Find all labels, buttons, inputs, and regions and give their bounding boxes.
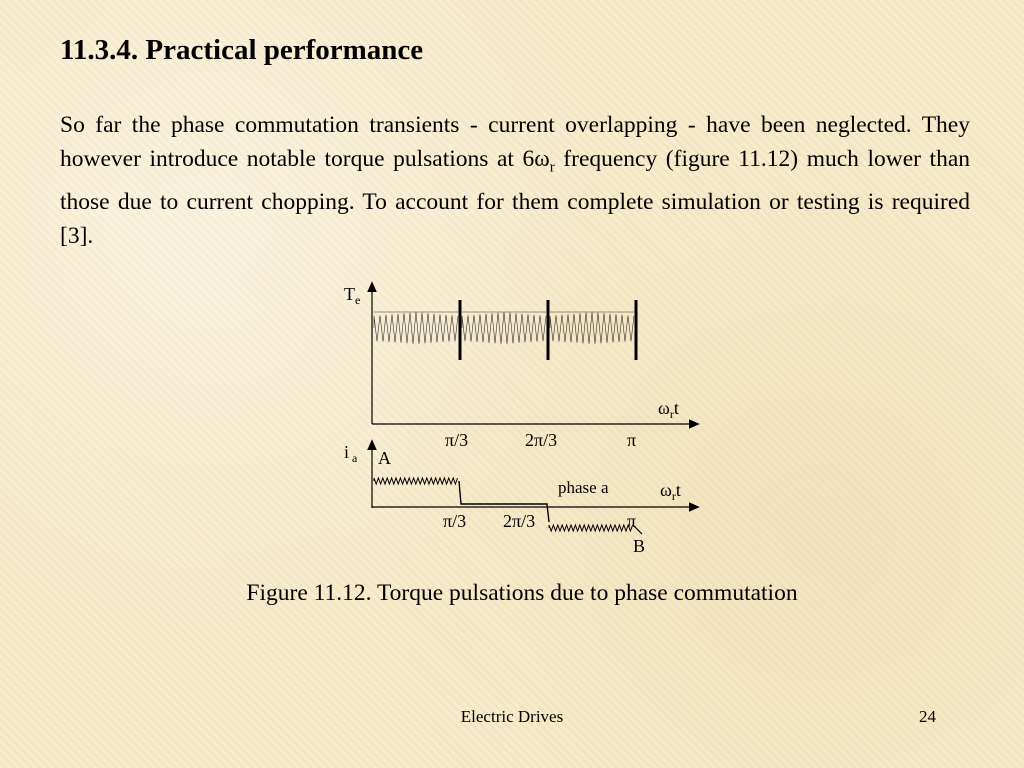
current-tick-pi-3: π/3 bbox=[443, 511, 467, 531]
footer-course-title: Electric Drives bbox=[460, 707, 564, 726]
current-time-axis-label: $\omega_rt$ bbox=[660, 480, 681, 503]
torque-tick-pi-3: π/3 bbox=[445, 430, 469, 450]
body-text-part-2: frequency (figure 11.12) much lower than those due to current chopping. To account for them complete simulation or testing is required [3]. bbox=[60, 146, 971, 249]
torque-pulsation-figure bbox=[330, 278, 710, 568]
torque-tick-pi: π bbox=[627, 430, 637, 450]
current-tick-pi: π bbox=[627, 511, 637, 531]
figure-canvas bbox=[330, 278, 710, 568]
current-ripple-positive bbox=[374, 478, 458, 484]
point-b-label: B bbox=[633, 536, 646, 556]
body-text-part-1: So far the phase commutation transients - current overlapping - have been neglected. They however introduce notable torque pulsations at 6ω bbox=[60, 112, 970, 172]
current-tick-2pi-3: 2π/3 bbox=[503, 511, 536, 531]
omega-subscript: r bbox=[549, 159, 555, 176]
torque-time-axis-label: $\omega_rt$ bbox=[658, 398, 679, 421]
torque-ripple-path bbox=[374, 312, 634, 344]
phase-a-label: phase a bbox=[558, 478, 609, 497]
footer-page-number: 24 bbox=[919, 707, 936, 726]
current-axis-label: i $_a$ bbox=[344, 442, 358, 465]
body-paragraph bbox=[60, 108, 970, 253]
torque-axis-label: $T_e$ bbox=[344, 284, 361, 307]
current-ripple-negative bbox=[549, 525, 633, 531]
torque-tick-2pi-3: 2π/3 bbox=[525, 430, 558, 450]
point-a-label: A bbox=[378, 448, 391, 468]
slide-title: 11.3.4. Practical performance bbox=[60, 34, 424, 66]
torque-waveform bbox=[374, 300, 636, 360]
figure-caption: Figure 11.12. Torque pulsations due to phase commutation bbox=[246, 580, 798, 606]
